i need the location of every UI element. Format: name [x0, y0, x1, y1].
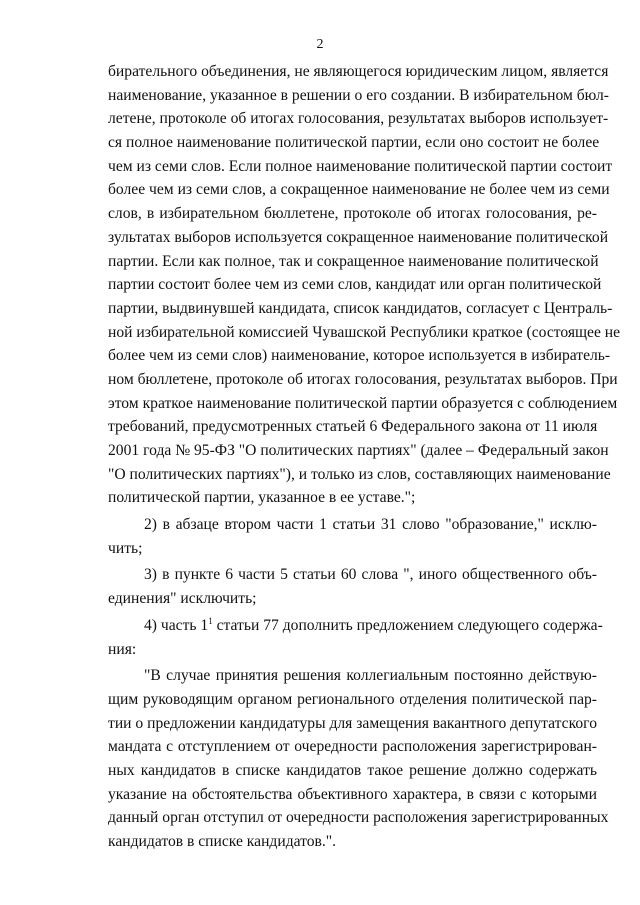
paragraph-item-2	[108, 513, 597, 560]
text-line: 3) в пункте 6 части 5 статьи 60 слова ", иного общественного объ-	[144, 566, 597, 584]
text-line: более чем из семи слов) наименование, которое используется в избиратель-	[108, 347, 611, 365]
text-line: зультатах выборов используется сокращенное наименование политической	[108, 228, 609, 246]
paragraph-quoted-addition	[108, 664, 609, 854]
text-line: более чем из семи слов, а сокращенное наименование не более чем из семи	[108, 181, 610, 199]
text-line: политической партии, указанное в ее уставе.";	[108, 489, 416, 507]
page-number: 2	[316, 37, 324, 52]
text-line: партии. Если как полное, так и сокращенное наименование политической	[108, 252, 599, 270]
text-line: бирательного объединения, не являющегося юридическим лицом, является	[108, 63, 609, 80]
text-line	[108, 614, 603, 638]
paragraph-item-4	[108, 614, 603, 661]
text-line: данный орган отступил от очередности расположения зарегистрированных	[108, 809, 609, 827]
text-line: летене, протоколе об итогах голосования, результатах выборов использует-	[108, 110, 609, 128]
text-line: партии, выдвинувшей кандидата, список кандидатов, согласует с Централь-	[108, 299, 613, 317]
text-line: партии состоит более чем из семи слов, кандидат или орган политической	[108, 276, 602, 294]
text-line: ных кандидатов в списке кандидатов такое решение должно содержать	[108, 761, 597, 779]
text-line: мандата с отступлением от очередности расположения зарегистрирован-	[108, 738, 597, 756]
text-line: чем из семи слов. Если полное наименование политической партии состоит	[108, 157, 613, 175]
text-line: единения" исключить;	[108, 590, 257, 608]
text-line: "О политических партиях"), и только из слов, составляющих наименование	[108, 465, 611, 483]
text-line: слов, в избирательном бюллетене, протоколе об итогах голосования, ре-	[108, 205, 597, 223]
text-line: ной избирательной комиссией Чувашской Республики краткое (состоящее не	[108, 323, 621, 341]
text-line: наименование, указанное в решении о его создании. В избирательном бюл-	[108, 86, 609, 104]
text-line: щим руководящим органом регионального отделения политической пар-	[108, 690, 597, 708]
text-line: 2001 года № 95-ФЗ "О политических партиях" (далее – Федеральный закон	[108, 442, 609, 459]
paragraph-item-3	[108, 563, 597, 610]
text-line: указание на обстоятельства объективного характера, в связи с которыми	[108, 785, 597, 803]
text-line: ном бюллетене, протоколе об итогах голосования, результатах выборов. При	[108, 370, 618, 388]
text-line: тии о предложении кандидатуры для замещения вакантного депутатского	[108, 714, 597, 732]
text-line: 2) в абзаце втором части 1 статьи 31 слово "образование," исклю-	[144, 516, 597, 534]
text-line: чить;	[108, 539, 143, 557]
text-fragment: 4) часть 1	[144, 616, 209, 634]
paragraph-continuation	[108, 60, 621, 510]
text-line: ния:	[108, 640, 137, 658]
superscript: 1	[208, 615, 213, 626]
text-line: требований, предусмотренных статьей 6 Федерального закона от 11 июля	[108, 418, 598, 436]
document-body	[108, 60, 621, 854]
text-line: этом краткое наименование политической партии образуется с соблюдением	[108, 394, 618, 412]
text-line: кандидатов в списке кандидатов.".	[108, 833, 337, 850]
text-line: "В случае принятия решения коллегиальным постоянно действую-	[144, 667, 597, 685]
text-line: ся полное наименование политической партии, если оно состоит не более	[108, 134, 600, 152]
text-fragment: статьи 77 дополнить предложением следующего содержа-	[212, 616, 603, 634]
